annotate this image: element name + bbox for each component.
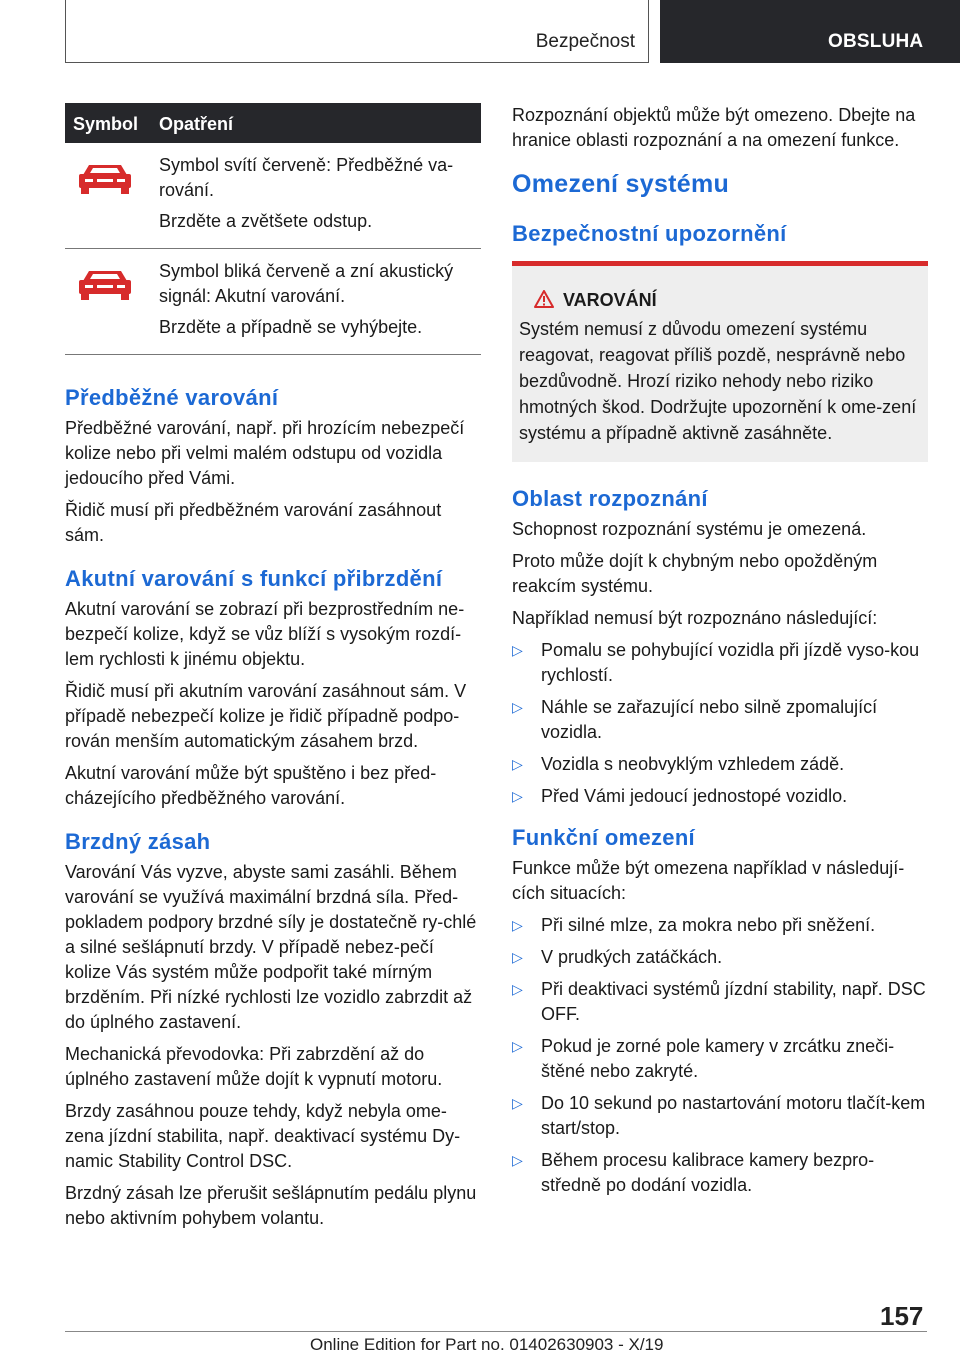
- footer-edition: Online Edition for Part no. 01402630903 - X/19: [310, 1335, 664, 1354]
- heading-funkcni: Funkční omezení: [512, 825, 695, 850]
- triangle-bullet-icon: ▷: [512, 1095, 523, 1111]
- table-cell-text: Symbol svítí červeně: Předběžné va-rování.: [159, 155, 454, 200]
- page-number: 157: [880, 1301, 924, 1331]
- list-item: ▷ Pomalu se pohybující vozidla při jízdě vyso-kou rychlostí.: [512, 640, 920, 685]
- paragraph: Akutní varování může být spuštěno i bez před-cházejícího předběžného varování.: [65, 763, 437, 808]
- header-section-title: Bezpečnost: [535, 31, 635, 52]
- list-item: ▷ Do 10 sekund po nastartování motoru tlačít-kem start/stop.: [512, 1093, 926, 1138]
- triangle-bullet-icon: ▷: [512, 981, 523, 997]
- table-cell-text: Brzděte a případně se vyhýbejte.: [159, 317, 423, 337]
- table-cell-text: Brzděte a zvětšete odstup.: [159, 211, 373, 231]
- warning-box: [512, 261, 928, 462]
- heading-omezeni: Omezení systému: [512, 170, 730, 198]
- list-item: ▷ Náhle se zařazující nebo silně zpomalující vozidla.: [512, 697, 878, 742]
- table-row: [65, 249, 481, 355]
- table-cell-text: Symbol bliká červeně a zní akustický signál: Akutní varování.: [159, 261, 454, 306]
- bullet-list: [512, 638, 928, 809]
- heading-brzdny: Brzdný zásah: [65, 829, 211, 854]
- table-header: [65, 103, 481, 143]
- paragraph: Mechanická převodovka: Při zabrzdění až do úplného zastavení může dojít k vypnutí motoru.: [65, 1044, 443, 1089]
- list-item: ▷ Během procesu kalibrace kamery bezpro-středně po dodání vozidla.: [512, 1150, 875, 1195]
- paragraph: Schopnost rozpoznání systému je omezená.: [512, 519, 867, 539]
- car-warning-icon: [75, 267, 135, 303]
- triangle-bullet-icon: ▷: [512, 642, 523, 658]
- table-header-action: Opatření: [159, 114, 234, 134]
- list-item: ▷ Vozidla s neobvyklým vzhledem zádě.: [512, 752, 928, 777]
- heading-bezpecnostni: Bezpečnostní upozornění: [512, 221, 787, 246]
- paragraph: Akutní varování se zobrazí při bezprostředním ne-bezpečí kolize, když se vůz blíží s vysokým rozdí-lem rychlosti k jinému objektu.: [65, 599, 465, 669]
- paragraph: Varování Vás vyzve, abyste sami zasáhli. Během varování se využívá maximální brzdná síla. Před-pokladem podpory brzdné síly je dostatečně ry-chlé a silné sešlápnutí brzdy. V případě nebez-pečí kolize Vás systém může podpořit také mírným brzděním. Při nízké rychlosti lze vozidlo zabrzdit až do úplného zastavení.: [65, 862, 477, 1032]
- warning-label: VAROVÁNÍ: [563, 290, 657, 310]
- triangle-bullet-icon: ▷: [512, 1038, 523, 1054]
- paragraph: Brzdy zasáhnou pouze tehdy, když nebyla ome-zena jízdní stabilita, např. deaktivací systému Dy-namic Stability Control DSC.: [65, 1101, 461, 1171]
- table-header-symbol: Symbol: [73, 114, 139, 134]
- triangle-bullet-icon: ▷: [512, 917, 523, 933]
- warning-text: Systém nemusí z důvodu omezení systému reagovat, reagovat příliš pozdě, nesprávně nebo bezdůvodně. Hrozí riziko nehody nebo riziko hmotných škod. Dodržujte upozornění k ome-zení systému a případně aktivně zasáhněte.: [519, 319, 917, 443]
- right-column: [512, 103, 928, 1205]
- paragraph: Řidič musí při předběžném varování zasáhnout sám.: [65, 500, 442, 545]
- triangle-bullet-icon: ▷: [512, 699, 523, 715]
- triangle-bullet-icon: ▷: [512, 788, 523, 804]
- table-row: [65, 143, 481, 249]
- list-item: ▷ Před Vámi jedoucí jednostopé vozidlo.: [512, 784, 928, 809]
- paragraph: Rozpoznání objektů může být omezeno. Dbejte na hranice oblasti rozpoznání a na omezení funkce.: [512, 105, 916, 150]
- triangle-bullet-icon: ▷: [512, 1152, 523, 1168]
- heading-predbezne: Předběžné varování: [65, 385, 279, 410]
- paragraph: Předběžné varování, např. při hrozícím nebezpečí kolize nebo při velmi malém odstupu od vozidla jedoucího před Vámi.: [65, 418, 465, 488]
- list-item: ▷ Pokud je zorné pole kamery v zrcátku zneči-štěné nebo zakryté.: [512, 1036, 895, 1081]
- header-chapter-tab: [660, 0, 960, 63]
- list-item: ▷ Při deaktivaci systémů jízdní stability, např. DSC OFF.: [512, 979, 926, 1024]
- paragraph: Například nemusí být rozpoznáno následující:: [512, 608, 878, 628]
- left-column: [65, 103, 481, 1238]
- list-item: ▷ V prudkých zatáčkách.: [512, 945, 928, 970]
- triangle-bullet-icon: ▷: [512, 949, 523, 965]
- paragraph: Řidič musí při akutním varování zasáhnout sám. V případě nebezpečí kolize je řidič případně podpo-rován menším automatickým zásahem brzd.: [65, 681, 467, 751]
- list-item: ▷ Při silné mlze, za mokra nebo při sněžení.: [512, 913, 928, 938]
- paragraph: Funkce může být omezena například v následují-cích situacích:: [512, 858, 905, 903]
- paragraph: Proto může dojít k chybným nebo opožděným reakcím systému.: [512, 551, 878, 596]
- bullet-list: [512, 913, 928, 1198]
- heading-oblast: Oblast rozpoznání: [512, 486, 708, 511]
- warning-title: [519, 288, 921, 313]
- paragraph: Brzdný zásah lze přerušit sešlápnutím pedálu plynu nebo aktivním pohybem volantu.: [65, 1183, 477, 1228]
- car-warning-icon: [75, 161, 135, 197]
- triangle-bullet-icon: ▷: [512, 756, 523, 772]
- heading-akutni: Akutní varování s funkcí přibrzdění: [65, 566, 443, 591]
- header-chapter-label: OBSLUHA: [828, 31, 924, 52]
- footer-divider: [65, 1331, 927, 1332]
- warning-triangle-icon: [534, 290, 554, 308]
